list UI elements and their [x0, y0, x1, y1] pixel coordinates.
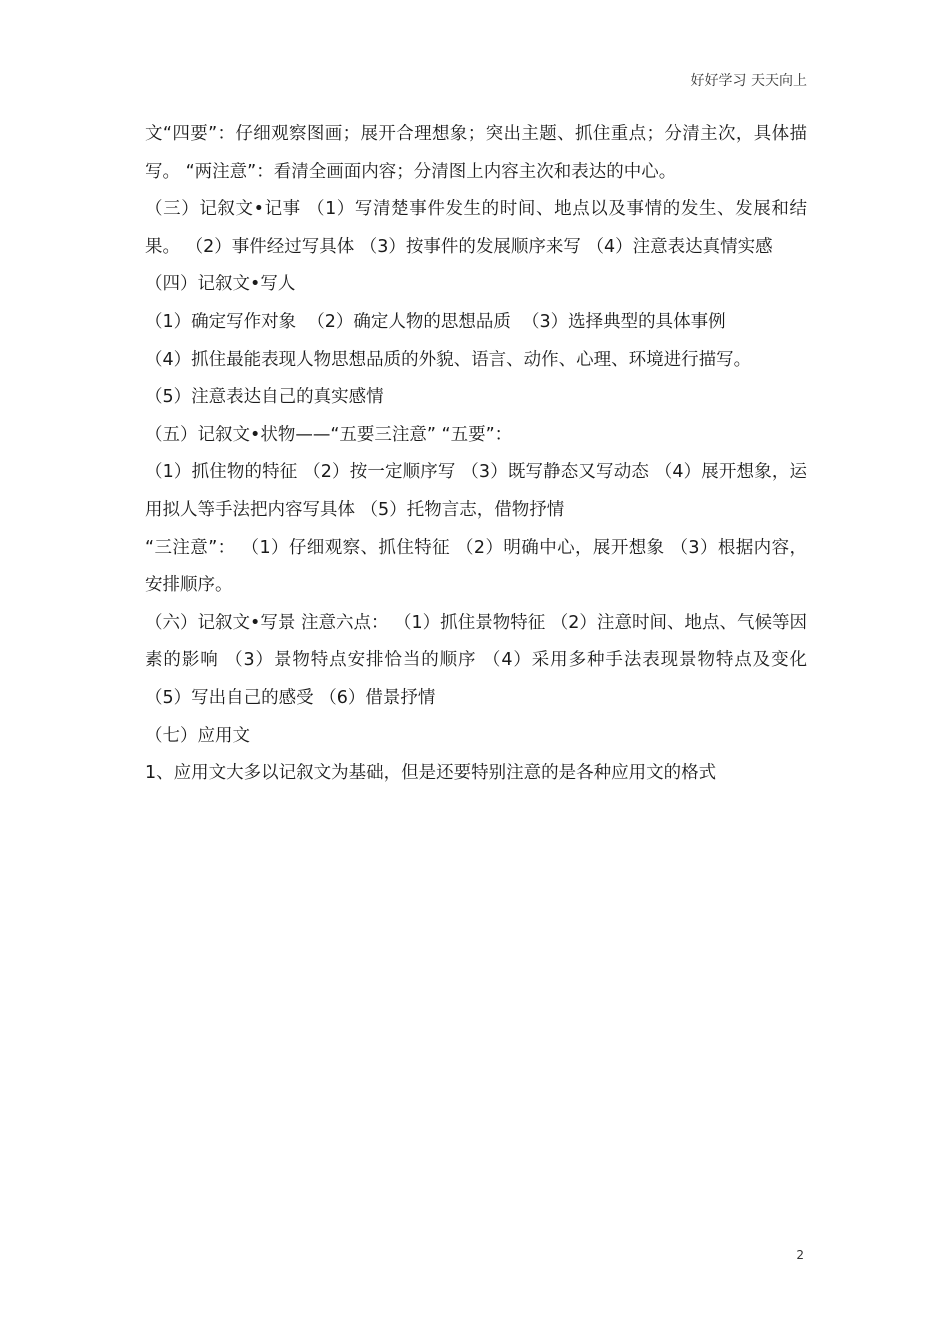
document-body — [145, 116, 807, 793]
paragraph-person-points-3: （5）注意表达自己的真实感情 — [145, 387, 384, 408]
paragraph-narrative-event: （三）记叙文•记事 （1）写清楚事件发生的时间、地点以及事情的发生、发展和结果。 （2）事件经过写具体 （3）按事件的发展顺序来写 （4）注意表达真情实感 — [145, 199, 807, 257]
paragraph-object-five-musts: （1）抓住物的特征 （2）按一定顺序写 （3）既写静态又写动态 （4）展开想象，运用拟人等手法把内容写具体 （5）托物言志，借物抒情 — [145, 462, 807, 520]
page-number: 2 — [796, 1248, 804, 1262]
page-header: 好好学习 天天向上 — [690, 73, 807, 89]
paragraph-narrative-scenery: （六）记叙文•写景 注意六点： （1）抓住景物特征 （2）注意时间、地点、气候等因素的影响 （3）景物特点安排恰当的顺序 （4）采用多种手法表现景物特点及变化 （5）写出自己的感受 （6）借景抒情 — [145, 612, 807, 708]
heading-narrative-person: （四）记叙文•写人 — [145, 274, 296, 295]
paragraph-person-points-2: （4）抓住最能表现人物思想品质的外貌、语言、动作、心理、环境进行描写。 — [145, 349, 752, 370]
paragraph-picture-writing: 文“四要”：仔细观察图画；展开合理想象；突出主题、抓住重点；分清主次，具体描写。 “两注意”：看清全画面内容；分清图上内容主次和表达的中心。 — [145, 124, 807, 182]
paragraph-practical-writing: 1、应用文大多以记叙文为基础，但是还要特别注意的是各种应用文的格式 — [145, 763, 717, 784]
heading-practical-writing: （七）应用文 — [145, 725, 250, 746]
paragraph-person-points-1: （1）确定写作对象 （2）确定人物的思想品质 （3）选择典型的具体事例 — [145, 311, 726, 332]
paragraph-object-three-notes: “三注意”： （1）仔细观察、抓住特征 （2）明确中心，展开想象 （3）根据内容，安排顺序。 — [145, 537, 807, 596]
heading-narrative-object: （五）记叙文•状物——“五要三注意” “五要”： — [145, 424, 513, 445]
